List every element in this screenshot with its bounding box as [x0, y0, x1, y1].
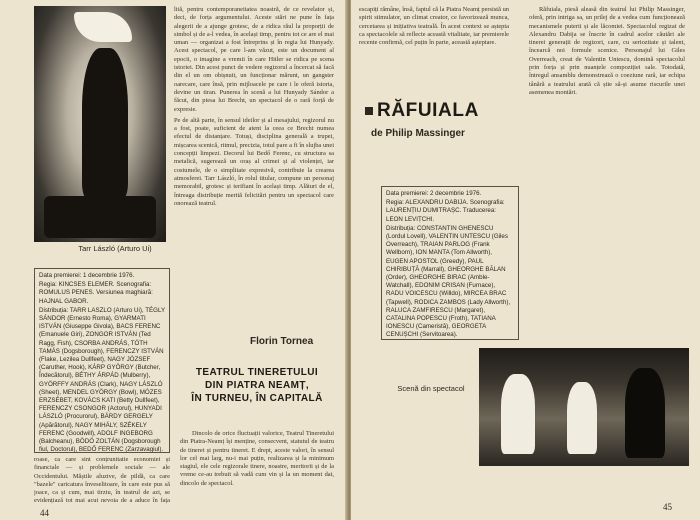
left-photo-caption: Tarr László (Arturo Ui) [78, 244, 152, 253]
left-article-column-top: lită, pentru contemporaneitatea noastră, de ce revelator și, deci, de forța argumentului. Aceste stări ne pune în fața alegerii de a ajunge grotesc, de a ridica răul la proporții de simbol și de a-l vedea, în același timp, pentru tot ce are el mai uman — organizat a fost întreprins și în regia lui Hunyady. Acest spectacol, pe care l-am văzut, este un document al epocii, o imagine a vremii în care Hitler se ridica pe scena istoriei. Din acest punct de vedere regizorul a încercat să facă din el un om obișnuit, un funcționar mărunt, un gangster oarecare, care însă, prin mijloacele pe care i le oferă istoria, devine un tiran. Punerea în scenă a lui Hunyady Sándor a făcut, din piesa lui Brecht, un spectacol de o rară forță de expresie. Pe de altă parte, în sensul ideilor și al mesajului, regizorul nu a fost, poate, suficient de atent la ceea ce Brecht numea efectul de distanțare. Totuși, disciplina generală a trupei, mișcarea scenică, ritmul, precizia, totul pare a fi în slujba unei concepții limpezi. Decorul lui Bedő Ferenc, cu structura sa metalică, sugerează un oraș al crimei și al violenței, iar costumele, de o simplitate expresivă, contribuie la crearea atmosferei. Tarr László, în rolul titular, compune un personaj memorabil, grotesc și terifiant în același timp. Alături de el, întreaga distribuție merită felicitări pentru un spectacol care onorează teatrul. [174, 6, 334, 207]
direction-credits: Regia: ALEXANDRU DABIJA. Scenografia: LAURENȚIU DUMITRAȘC. Traducerea: LEON LEVIȚCHI. [386, 199, 505, 223]
page-number-left: 44 [40, 508, 49, 518]
title-square-icon [365, 107, 373, 115]
arturo-ui-credits [34, 268, 170, 453]
actor-figure [82, 48, 128, 198]
article-intro: Dincolo de orice fluctuații valorice, Teatrul Tineretului din Piatra-Neamț își menține, consecvent, statutul de teatru de tineret și pentru tineret. E drept, aceste valori, în sensul lor cel mai larg, nu-i mai puțin, realizarea și la minimum stagiul, ele cele regizorale tinere, noastre, meritorii și de la vreme ce-au trebuit să vadă cum vin și la un moment dat, dincolo de spectacol. [180, 430, 334, 487]
scene-photo [479, 348, 689, 466]
actor-hat [74, 12, 132, 42]
cast-list: Distribuția: TARR LASZLO (Arturo Ui), TÉGLY SÁNDOR (Ernesto Roma), GYARMATI ISTVÁN (Giuseppe Givola), BACS FERENC (Emanuele Giri), ZONGOR ISTVÁN (Ted Ragg, Fish), CSORBA ANDRÁS, TÓTH TAMÁS (Dogsborough), FERENCZY ISTVÁN (Flake, Lezilea Dullfeet), NAGY JÓZSEF (Caruther, Hook), KÁRP GYÖRGY (Butcher, Îndecătorul), BÉTHY ÁRPÁD (Mulberry), GYÖRFFY ANDRÁS (Clark), NAGY LÁSZLÓ (Sheet), MENDEL GYÖRGY (Bowl), MÓZES ERZSÉBET, KOVÁCS KATI (Betty Dullfeet), FERENCZY CSONGOR (Actorul), HUNYADI LÁSZLÓ (Procurorul), BÁRDY GERGELY (Apărătorul), NAGY MIHÁLY, SZÉKELY FERENC (Goodwill), ADOLF INGEBORG (Balcheanu), BÖDÖ ZOLTÁN (Dogsborough fiul, Doctorul), BEDŐ FERENC (Zarzavagiul). [39, 306, 165, 453]
rafuiala-credits [381, 186, 519, 340]
cast-list: Distribuția: CONSTANTIN GHENESCU (Lordul Lovell), VALENTIN UNTESCU (Giles Overreach), TRAIAN PARLOG (Frank Wellborn), ION MANTA (Tom Allworth), EUGEN APOSTOL (Greedy), PAUL CHIRIBUȚĂ (Marrall), GHEORGHE BĂLAN (Order), GHEORGHE BIRAC (Amble-Watchall), EDONIM CRISAN (Furnace), RADU VOICESCU (Willdo), MIRCEA BRAC (Tapwell), RODICA ZAMBOS (Lady Allworth), RALUCA ZAMFIRESCU (Margaret), CATALINA POPESCU (Froth), TATIANA IONESCU (Cameristă), GEORGETA CENUȘCHI (Servitoarea). [386, 224, 511, 339]
right-article-column-a: escapiți rămâne, însă, faptul că la Piatra Neamț persistă un spirit stimulator, un climat creator, ce favorizează munca, cercetarea și inițiativa teatrală. În acest context se aștepta ca spectacolele să reflecte această vitalitate, iar premierele recente confirmă, cel puțin în parte, această așteptare. [359, 6, 509, 47]
direction-credits: Regia: KINCSES ELEMER. Scenografia: ROMULUS PENES. Versiunea maghiară: HAJNAL GABOR. [39, 281, 153, 305]
left-article-column-bottom: roase, ca care sint conțrunitatie economiei și financiale — și problemele sociale — ale Occidentului. Măștile aluzive, de pildă, ca care "bazele" caricatura înveselitoare, în care este pus să joace, ca și cum, mai tirziu, în teatrul de azi, se evidențiază tot mai acut nevoia de a aduce în fața [34, 456, 170, 504]
actor-center [567, 382, 597, 454]
page-number-right: 45 [663, 502, 672, 512]
right-article-column-b: Răfuiala, piesă aleasă din teatrul lui Philip Massinger, oferă, prin intriga sa, un prilej de a vedea cum funcționează mecanismele puterii și ale lăcomiei. Spectacolul regizat de Alexandru Dabija se înscrie în cadrul acelor căutări ale tinerei generații de regizori, care, cu seriozitate și talent, încearcă noi formule scenice. Personajul lui Giles Overreach, creat de Valentin Untescu, domină spectacolul prin forța și prin nuanțele compoziției sale. Totodată, întregul ansamblu demonstrează o coeziune rară, iar echipa tânără a teatrului arată că știe să-și asume riscurile unei asemenea montări. [529, 6, 685, 96]
article-headline: TEATRUL TINERETULUI DIN PIATRA NEAMȚ, ÎN TURNEU, ÎN CAPITALĂ [191, 367, 323, 404]
premiere-date: Data premierei: 2 decembrie 1976. [386, 190, 482, 197]
actor-left [501, 374, 535, 454]
play-title: RĂFUIALA [365, 100, 515, 122]
play-title-block [365, 100, 515, 139]
premiere-date: Data premierei: 1 decembrie 1976. [39, 272, 135, 279]
arturo-ui-photo [34, 6, 166, 242]
author-byline: Florin Tornea [250, 336, 314, 347]
stage-props [44, 196, 156, 238]
actor-right [625, 368, 665, 458]
right-page [351, 0, 700, 520]
left-page [0, 0, 347, 520]
play-author: de Philip Massinger [371, 128, 465, 139]
right-photo-caption: Scenă din spectacol [397, 384, 465, 393]
